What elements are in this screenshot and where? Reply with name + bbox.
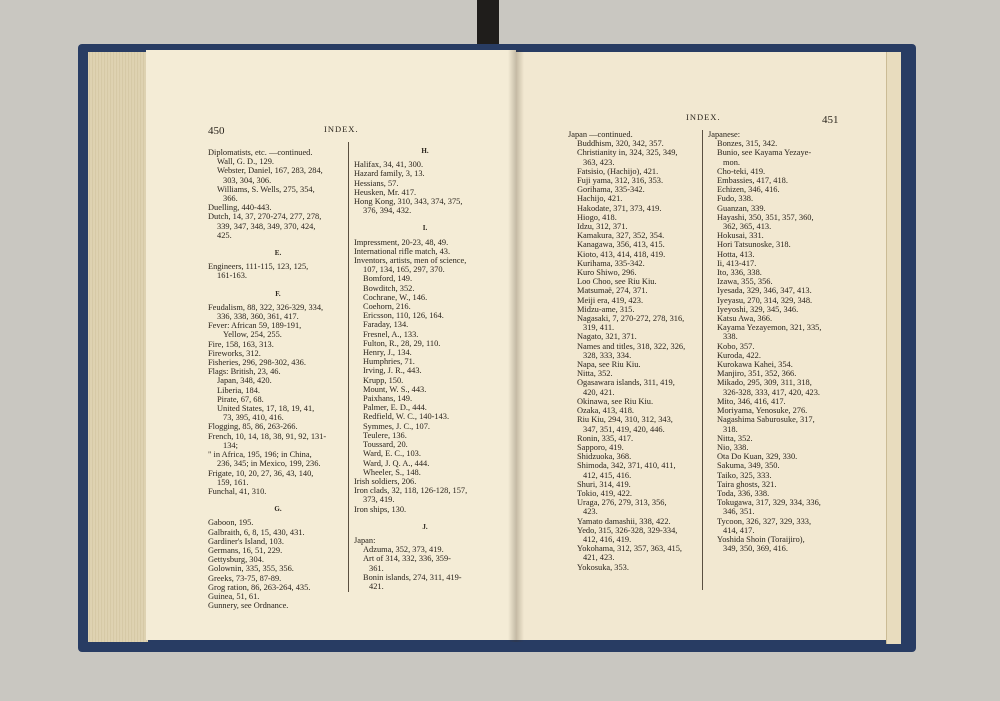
index-entry: Fever: African 59, 189-191, bbox=[208, 321, 302, 331]
index-entry: 421, 423. bbox=[583, 553, 615, 563]
index-entry: Duelling, 440-443. bbox=[208, 203, 272, 213]
section-letter-heading: J. bbox=[422, 522, 428, 531]
index-entry: Yokosuka, 353. bbox=[577, 562, 629, 572]
index-entry: 328, 333, 334. bbox=[583, 350, 632, 360]
index-entry: Fudo, 338. bbox=[717, 194, 754, 204]
index-entry: Matsumaë, 274, 371. bbox=[577, 286, 648, 296]
page-edges-left bbox=[88, 52, 148, 642]
index-entry: Inventors, artists, men of science, bbox=[354, 256, 467, 266]
index-entry: 423. bbox=[583, 507, 598, 517]
index-entry: 339, 347, 348, 349, 370, 424, bbox=[217, 221, 316, 231]
running-head: INDEX. bbox=[686, 112, 721, 122]
index-entry: Iron ships, 130. bbox=[354, 504, 407, 514]
index-entry: International rifle match, 43. bbox=[354, 246, 451, 256]
index-entry: Hakodate, 371, 373, 419. bbox=[577, 203, 662, 213]
index-entry: 319, 411. bbox=[583, 323, 615, 333]
index-entry: Engineers, 111-115, 123, 125, bbox=[208, 262, 309, 272]
index-entry: Kanagawa, 356, 413, 415. bbox=[577, 240, 665, 250]
index-entry: Hong Kong, 310, 343, 374, 375, bbox=[354, 197, 463, 207]
section-letter-heading: E. bbox=[274, 249, 282, 258]
index-entry: 336, 338, 360, 361, 417. bbox=[217, 312, 299, 322]
index-entry: Bonzes, 315, 342. bbox=[717, 139, 778, 149]
index-entry: Toussard, 20. bbox=[363, 440, 408, 450]
index-entry: Heusken, Mr. 417. bbox=[354, 187, 417, 197]
section-letter-heading: F. bbox=[275, 289, 281, 298]
index-entry: Hotta, 413. bbox=[717, 249, 755, 259]
index-entry: Krupp, 150. bbox=[363, 375, 404, 385]
index-entry: Taiko, 325, 333. bbox=[717, 470, 772, 480]
index-entry: Gardiner's Island, 103. bbox=[208, 536, 284, 546]
index-entry: Symmes, J. C., 107. bbox=[363, 421, 431, 431]
index-entry: Kuro Shiwo, 296. bbox=[577, 268, 637, 278]
index-entry: Ota Do Kuan, 329, 330. bbox=[717, 452, 798, 462]
index-entry: Fulton, R., 28, 29, 110. bbox=[363, 338, 441, 348]
index-entry: Hazard family, 3, 13. bbox=[354, 169, 425, 179]
index-entry: 420, 421. bbox=[583, 387, 615, 397]
index-entry: Ericsson, 110, 126, 164. bbox=[363, 311, 444, 321]
index-column-right-1 bbox=[568, 130, 708, 572]
running-head: INDEX. bbox=[324, 124, 359, 134]
index-entry: Ii, 413-417. bbox=[717, 258, 757, 268]
index-entry: 412, 415, 416. bbox=[583, 470, 632, 480]
column-divider bbox=[702, 130, 703, 590]
index-entry: mon. bbox=[723, 157, 740, 167]
index-entry: Shimoda, 342, 371, 410, 411, bbox=[577, 461, 676, 471]
index-entry: Uraga, 276, 279, 313, 356, bbox=[577, 498, 667, 508]
index-entry: Names and titles, 318, 322, 326, bbox=[577, 341, 686, 351]
index-entry: Kobo, 357. bbox=[717, 341, 755, 351]
index-entry: 363, 423. bbox=[583, 157, 615, 167]
index-entry: Shidzuoka, 368. bbox=[577, 452, 632, 462]
index-entry: Germans, 16, 51, 229. bbox=[208, 545, 283, 555]
index-entry: Izawa, 355, 356. bbox=[717, 277, 773, 287]
index-entry: Japanese: bbox=[708, 130, 741, 139]
index-entry: Hessians, 57. bbox=[354, 178, 399, 188]
index-entry: Nitta, 352. bbox=[577, 369, 613, 379]
index-entry: Gettysburg, 304. bbox=[208, 555, 264, 565]
index-entry: 425. bbox=[217, 230, 232, 240]
index-entry: Sakuma, 349, 350. bbox=[717, 461, 780, 471]
column-divider bbox=[348, 142, 349, 592]
section-letter-heading: I. bbox=[422, 224, 428, 233]
index-entry: Bunio, see Kayama Yezaye- bbox=[717, 148, 812, 158]
index-entry: Kamakura, 327, 352, 354. bbox=[577, 231, 665, 241]
index-entry: Wheeler, S., 148. bbox=[363, 467, 421, 477]
index-entry: 376, 394, 432. bbox=[363, 206, 412, 216]
index-entry: Henry, J., 134. bbox=[363, 348, 412, 358]
index-entry: Irving, J. R., 443. bbox=[363, 366, 422, 376]
section-letter-heading: H. bbox=[421, 147, 429, 155]
index-entry: 318. bbox=[723, 424, 738, 434]
index-entry: Williams, S. Wells, 275, 354, bbox=[217, 184, 315, 194]
index-entry: 414, 417. bbox=[723, 525, 755, 535]
index-entry: Gorihama, 335-342. bbox=[577, 185, 645, 195]
index-entry: Cho-teki, 419. bbox=[717, 166, 766, 176]
index-entry: Sapporo, 419. bbox=[577, 442, 624, 452]
index-entry: Faraday, 134. bbox=[363, 320, 409, 330]
index-entry: Bonin islands, 274, 311, 419- bbox=[363, 572, 462, 582]
index-entry: 346, 351. bbox=[723, 507, 755, 517]
index-entry: Toda, 336, 338. bbox=[717, 488, 770, 498]
index-entry: Guinea, 51, 61. bbox=[208, 591, 260, 601]
page-number: 451 bbox=[822, 114, 839, 126]
index-entry: Kuroda, 422. bbox=[717, 350, 761, 360]
index-entry: Adzuma, 352, 373, 419. bbox=[363, 545, 444, 555]
index-entry: Midzu-ame, 315. bbox=[577, 304, 635, 314]
index-entry: Flags: British, 23, 46. bbox=[208, 367, 281, 377]
index-entry: 347, 351, 419, 420, 446. bbox=[583, 424, 665, 434]
index-entry: Shuri, 314, 419. bbox=[577, 479, 631, 489]
index-entry: Paixhans, 149. bbox=[363, 394, 413, 404]
index-entry: Hachijo, 421. bbox=[577, 194, 623, 204]
index-entry: Tokio, 419, 422. bbox=[577, 488, 633, 498]
index-entry: Kurokawa Kahei, 354. bbox=[717, 360, 793, 370]
section-letter-heading: G. bbox=[274, 505, 282, 514]
index-entry: Ogasawara islands, 311, 419, bbox=[577, 378, 675, 388]
index-entry: Yokohama, 312, 357, 363, 415, bbox=[577, 544, 683, 554]
index-entry: Diplomatists, etc. —continued. bbox=[208, 148, 313, 157]
index-entry: Yoshida Shoin (Toraijiro), bbox=[717, 534, 805, 544]
index-entry: Cochrane, W., 146. bbox=[363, 292, 428, 302]
index-entry: Pirate, 67, 68. bbox=[217, 394, 264, 404]
index-entry: Iyeyoshi, 329, 345, 346. bbox=[717, 304, 799, 314]
left-page bbox=[146, 50, 516, 640]
index-entry: Iron clads, 32, 118, 126-128, 157, bbox=[354, 486, 468, 496]
index-entry: Nagashima Saburosuke, 317, bbox=[717, 415, 815, 425]
index-entry: United States, 17, 18, 19, 41, bbox=[217, 404, 315, 414]
index-entry: Christianity in, 324, 325, 349, bbox=[577, 148, 678, 158]
index-entry: Riu Kiu, 294, 310, 312, 343, bbox=[577, 415, 673, 425]
index-entry: 107, 134, 165, 297, 370. bbox=[363, 265, 445, 275]
right-page bbox=[516, 52, 886, 640]
index-entry: 366. bbox=[223, 194, 238, 204]
index-entry: Gunnery, see Ordnance. bbox=[208, 601, 289, 611]
index-entry: Fire, 158, 163, 313. bbox=[208, 339, 274, 349]
index-entry: Ward, E. C., 103. bbox=[363, 449, 421, 459]
index-entry: Tokugawa, 317, 329, 334, 336, bbox=[717, 498, 821, 508]
index-entry: Mount, W. S., 443. bbox=[363, 384, 427, 394]
index-entry: Manjiro, 351, 352, 366. bbox=[717, 369, 797, 379]
index-entry: Mikado, 295, 309, 311, 318, bbox=[717, 378, 812, 388]
index-entry: Teulere, 136. bbox=[363, 430, 407, 440]
index-entry: Greeks, 73-75, 87-89. bbox=[208, 573, 282, 583]
index-entry: Fatsisio, (Hachijo), 421. bbox=[577, 166, 659, 176]
index-entry: Fresnel, A., 133. bbox=[363, 329, 419, 339]
index-entry: Ronin, 335, 417. bbox=[577, 433, 634, 443]
index-entry: Kioto, 413, 414, 418, 419. bbox=[577, 249, 666, 259]
index-entry: Napa, see Riu Kiu. bbox=[577, 360, 641, 370]
index-entry: Yamato damashii, 338, 422. bbox=[577, 516, 671, 526]
index-entry: Halifax, 34, 41, 300. bbox=[354, 160, 424, 170]
index-entry: Bowditch, 352. bbox=[363, 283, 415, 293]
index-entry: 159, 161. bbox=[217, 477, 249, 487]
index-entry: Wall, G. D., 129. bbox=[217, 157, 275, 167]
index-entry: 421. bbox=[369, 581, 384, 591]
index-entry: Embassies, 417, 418. bbox=[717, 176, 788, 186]
index-entry: Buddhism, 320, 342, 357. bbox=[577, 139, 664, 149]
index-entry: Nagato, 321, 371. bbox=[577, 332, 637, 342]
index-entry: Hayashi, 350, 351, 357, 360, bbox=[717, 212, 814, 222]
index-entry: 361. bbox=[369, 563, 384, 573]
index-entry: Ward, J. Q. A., 444. bbox=[363, 458, 430, 468]
index-entry: 326-328, 333, 417, 420, 423. bbox=[723, 387, 821, 397]
index-entry: Bomford, 149. bbox=[363, 274, 413, 284]
index-entry: Taira ghosts, 321. bbox=[717, 479, 777, 489]
index-entry: 362, 365, 413. bbox=[723, 222, 772, 232]
index-entry: Palmer, E. D., 444. bbox=[363, 403, 427, 413]
index-entry: Galbraith, 6, 8, 15, 430, 431. bbox=[208, 527, 305, 537]
index-entry: French, 10, 14, 18, 38, 91, 92, 131- bbox=[208, 431, 327, 441]
index-entry: Katsu Awa, 366. bbox=[717, 314, 773, 324]
index-entry: 134; bbox=[223, 440, 238, 450]
index-entry: Liberia, 184. bbox=[217, 385, 261, 395]
index-entry: Redfield, W. C., 140-143. bbox=[363, 412, 450, 422]
index-entry: Okinawa, see Riu Kiu. bbox=[577, 396, 654, 406]
index-entry: 349, 350, 369, 416. bbox=[723, 544, 788, 554]
index-entry: Nio, 338. bbox=[717, 442, 749, 452]
index-entry: Impressment, 20-23, 48, 49. bbox=[354, 237, 449, 247]
index-entry: Gaboon, 195. bbox=[208, 518, 254, 528]
index-entry: Idzu, 312, 371. bbox=[577, 222, 628, 232]
index-entry: Fisheries, 296, 298-302, 436. bbox=[208, 358, 306, 368]
index-entry: Humphries, 71. bbox=[363, 357, 415, 367]
index-entry: Loo Choo, see Riu Kiu. bbox=[577, 277, 657, 287]
index-entry: Kurihama, 335-342. bbox=[577, 258, 645, 268]
index-entry: Funchal, 41, 310. bbox=[208, 486, 267, 496]
index-column-right-2 bbox=[708, 130, 858, 553]
index-entry: 412, 416, 419. bbox=[583, 534, 632, 544]
index-entry: Fuji yama, 312, 316, 353. bbox=[577, 176, 664, 186]
index-column-left-1 bbox=[208, 148, 348, 610]
index-entry: " in Africa, 195, 196; in China, bbox=[208, 450, 312, 460]
index-entry: Echizen, 346, 416. bbox=[717, 185, 780, 195]
index-entry: Art of 314, 332, 336, 359- bbox=[363, 554, 451, 564]
index-entry: Iyeyasu, 270, 314, 329, 348. bbox=[717, 295, 813, 305]
index-entry: Flogging, 85, 86, 263-266. bbox=[208, 422, 298, 432]
index-entry: Yedo, 315, 326-328, 329-334, bbox=[577, 525, 678, 535]
index-entry: Coehorn, 216. bbox=[363, 302, 411, 312]
index-entry: 73, 395, 410, 416. bbox=[223, 413, 284, 423]
index-entry: Japan, 348, 420. bbox=[217, 376, 272, 386]
index-entry: Kayama Yezayemon, 321, 335, bbox=[717, 323, 822, 333]
index-entry: Dutch, 14, 37, 270-274, 277, 278, bbox=[208, 212, 322, 222]
index-entry: Frigate, 10, 20, 27, 36, 43, 140, bbox=[208, 468, 314, 478]
index-entry: Ozaka, 413, 418. bbox=[577, 406, 634, 416]
index-entry: Fireworks, 312. bbox=[208, 348, 261, 358]
index-entry: Iyesada, 329, 346, 347, 413. bbox=[717, 286, 812, 296]
index-entry: Nitta, 352. bbox=[717, 433, 753, 443]
index-entry: 303, 304, 306. bbox=[223, 175, 272, 185]
index-entry: Moriyama, Yenosuke, 276. bbox=[717, 406, 808, 416]
index-entry: Japan: bbox=[354, 535, 376, 545]
index-entry: Mito, 346, 416, 417. bbox=[717, 396, 786, 406]
index-entry: Tycoon, 326, 327, 329, 333, bbox=[717, 516, 812, 526]
index-entry: Japan —continued. bbox=[568, 130, 633, 139]
index-entry: Hori Tatsunoske, 318. bbox=[717, 240, 791, 250]
index-entry: 373, 419. bbox=[363, 495, 395, 505]
index-entry: Grog ration, 86, 263-264, 435. bbox=[208, 582, 311, 592]
index-entry: 161-163. bbox=[217, 271, 248, 281]
index-entry: Ito, 336, 338. bbox=[717, 268, 762, 278]
book-gutter bbox=[508, 50, 524, 642]
index-column-left-2 bbox=[354, 138, 496, 591]
index-entry: Golownin, 335, 355, 356. bbox=[208, 564, 294, 574]
index-entry: Guanzan, 339. bbox=[717, 203, 766, 213]
index-entry: Feudalism, 88, 322, 326-329, 334, bbox=[208, 302, 324, 312]
page-edges-right bbox=[886, 52, 901, 644]
index-entry: Hiogo, 418. bbox=[577, 212, 617, 222]
index-entry: Hokusai, 331. bbox=[717, 231, 764, 241]
index-entry: Yellow, 254, 255. bbox=[223, 330, 282, 340]
page-number: 450 bbox=[208, 125, 225, 137]
index-entry: 236, 345; in Mexico, 199, 236. bbox=[217, 459, 321, 469]
index-entry: Irish soldiers, 206. bbox=[354, 476, 417, 486]
index-entry: Nagasaki, 7, 270-272, 278, 316, bbox=[577, 314, 685, 324]
index-entry: Meiji era, 419, 423. bbox=[577, 295, 644, 305]
index-entry: 338. bbox=[723, 332, 738, 342]
index-entry: Webster, Daniel, 167, 283, 284, bbox=[217, 166, 323, 176]
